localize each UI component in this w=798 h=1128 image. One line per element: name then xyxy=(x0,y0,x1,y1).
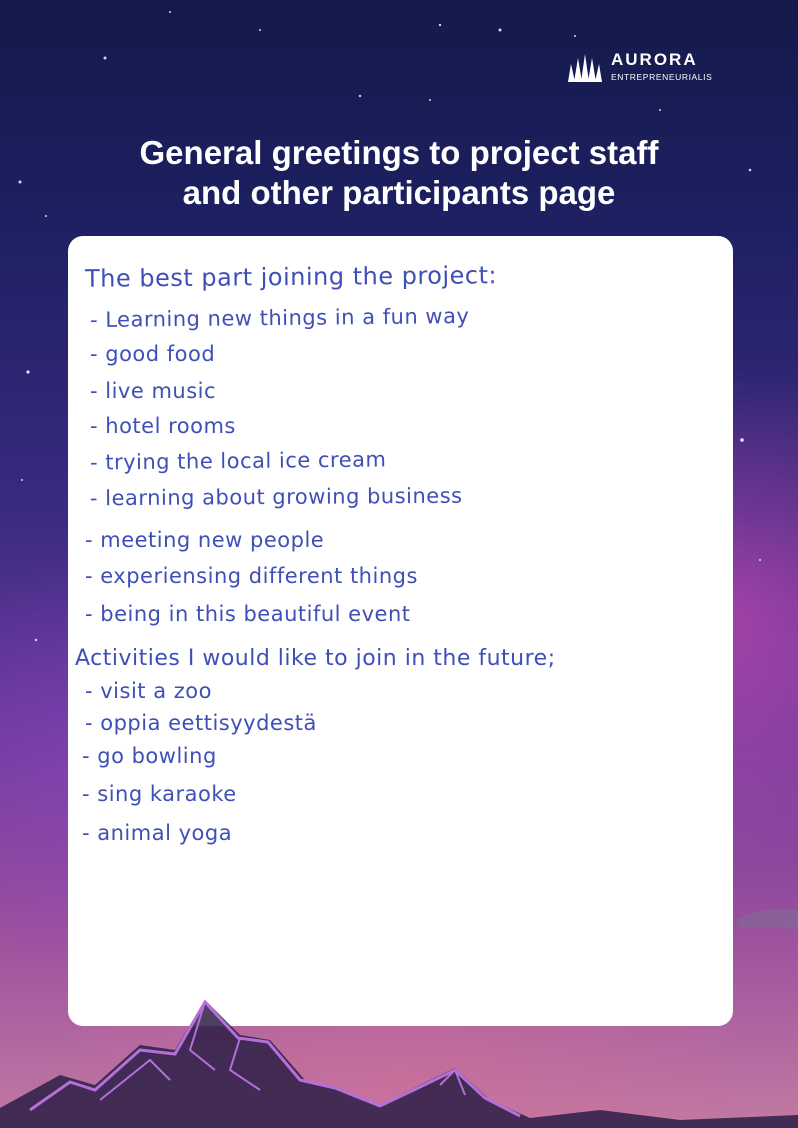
list-item: - being in this beautiful event xyxy=(85,602,411,626)
brand-subtitle: ENTREPRENEURIALIS xyxy=(611,72,713,82)
page-title xyxy=(40,133,758,213)
list-item: - sing karaoke xyxy=(82,782,237,806)
list-item: - Learning new things in a fun way xyxy=(89,304,470,332)
list-item: - hotel rooms xyxy=(90,414,236,438)
list-item: - live music xyxy=(90,379,217,403)
mountain-outline-graphic xyxy=(0,990,798,1128)
list-item: - meeting new people xyxy=(85,528,325,552)
list-item: - animal yoga xyxy=(82,821,233,845)
list-item: - go bowling xyxy=(82,744,217,768)
aurora-logo xyxy=(565,50,735,90)
aurora-logo-icon xyxy=(565,52,605,84)
best-part-heading: The best part joining the project: xyxy=(84,261,498,293)
list-item: - trying the local ice cream xyxy=(89,447,387,475)
page-title-line-2: and other participants page xyxy=(182,174,616,211)
list-item: - oppia eettisyydestä xyxy=(85,711,317,735)
future-activities-heading: Activities I would like to join in the future; xyxy=(75,646,556,671)
list-item: - good food xyxy=(90,342,216,366)
list-item: - experiensing different things xyxy=(85,564,418,588)
list-item: - learning about growing business xyxy=(89,483,463,511)
page-title-line-1: General greetings to project staff xyxy=(139,134,659,171)
list-item: - visit a zoo xyxy=(85,679,212,703)
brand-name: AURORA xyxy=(611,50,698,69)
handwritten-note-card xyxy=(68,236,733,1026)
